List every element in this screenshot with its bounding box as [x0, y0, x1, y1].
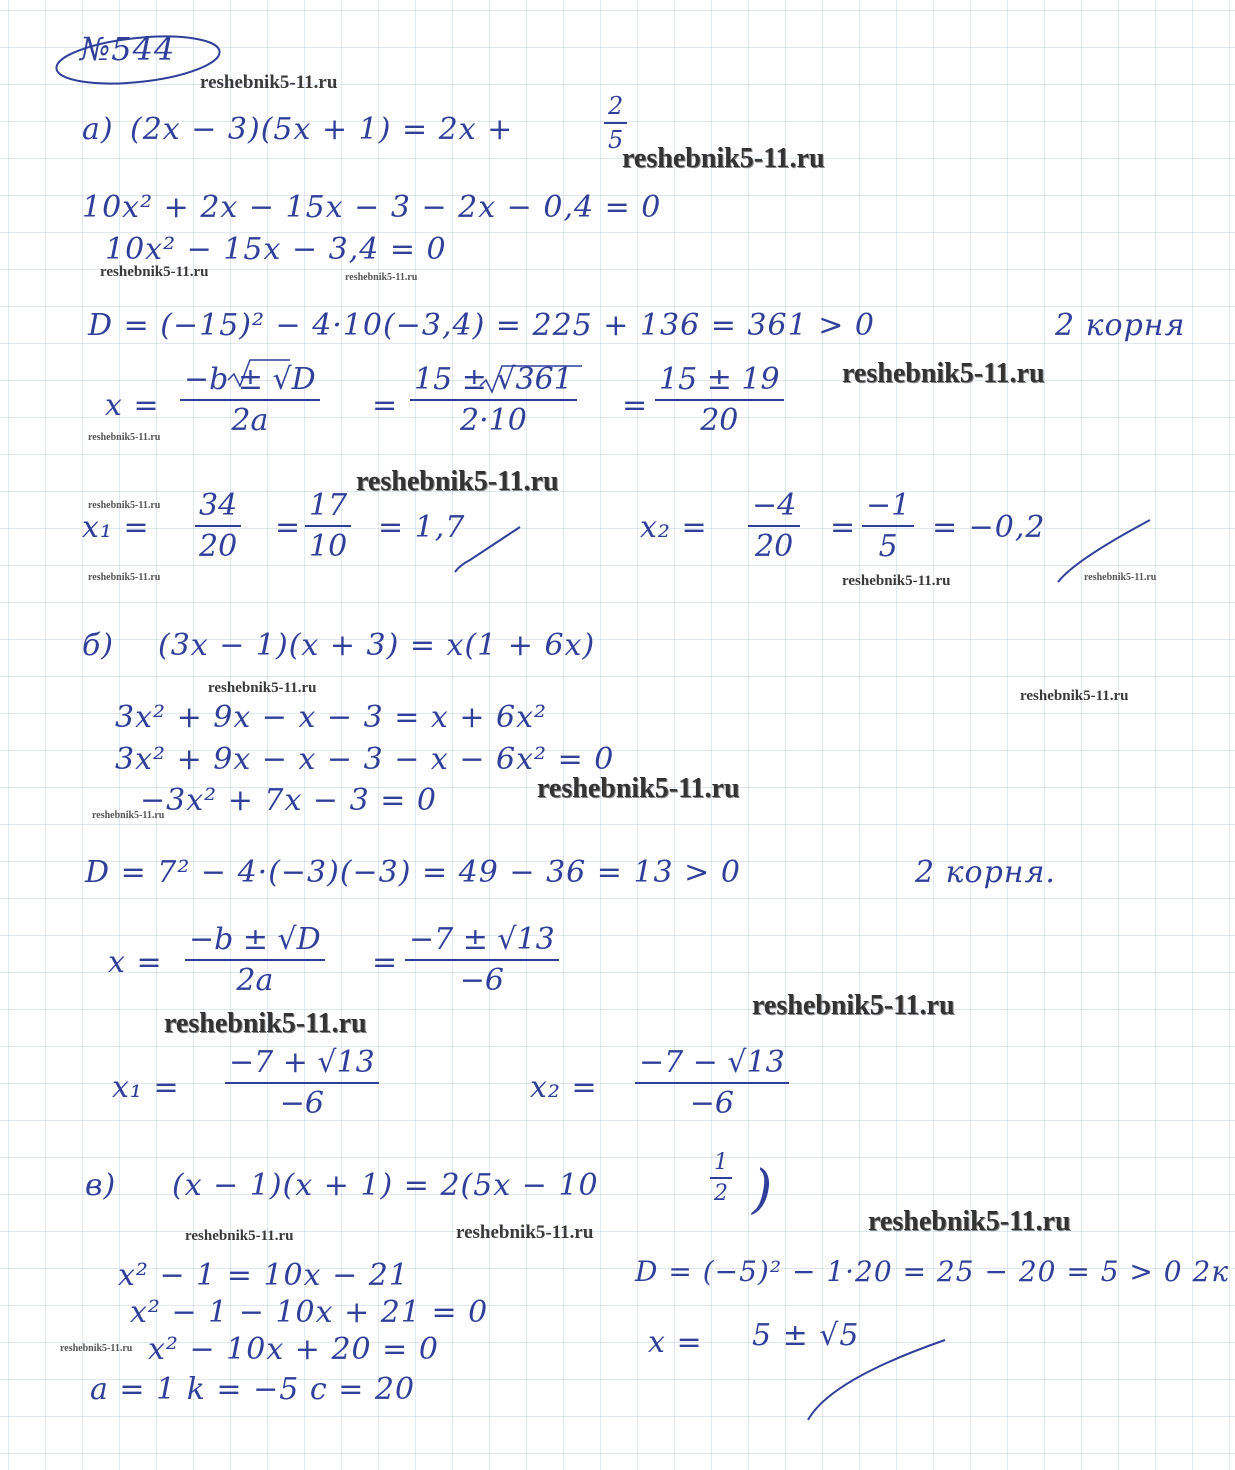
fraction-denominator: 20 [700, 403, 739, 438]
equals-sign: = [275, 510, 302, 545]
part-a-fraction-substituted [410, 362, 577, 438]
fraction-denominator: 2a [236, 963, 274, 998]
fraction-denominator: 5 [608, 126, 624, 154]
fraction-denominator: 2·10 [459, 403, 527, 438]
watermark: reshebnik5-11.ru [622, 143, 825, 174]
fraction-denominator: −6 [279, 1086, 324, 1121]
part-a-fraction-simplified [655, 362, 784, 438]
watermark: reshebnik5-11.ru [200, 72, 338, 93]
part-a-roots-note: 2 корня [1055, 308, 1186, 343]
part-a-x2-label: x₂ = [640, 510, 708, 545]
part-b-x-label: x = [108, 945, 163, 980]
part-a-x2-fraction-1 [748, 488, 800, 564]
fraction-numerator: 15 ± √361 [410, 362, 577, 401]
watermark: reshebnik5-11.ru [1084, 572, 1157, 583]
part-b-line-4: −3x² + 7x − 3 = 0 [140, 783, 437, 818]
part-b-x1-label: x₁ = [112, 1070, 180, 1105]
equals-sign: = [830, 510, 857, 545]
part-a-fraction-general [180, 362, 320, 438]
fraction-numerator: 2 [604, 92, 627, 124]
fraction-numerator: −7 + √13 [225, 1045, 379, 1084]
fraction-numerator: 1 [710, 1150, 732, 1179]
fraction-denominator: 20 [199, 529, 238, 564]
part-b-x2-label: x₂ = [530, 1070, 598, 1105]
fraction-denominator: 2 [714, 1181, 728, 1206]
part-a-discriminant: D = (−15)² − 4·10(−3,4) = 225 + 136 = 361 > 0 [88, 308, 875, 343]
part-c-x-value: 5 ± √5 [752, 1318, 860, 1353]
watermark: reshebnik5-11.ru [164, 1008, 367, 1039]
fraction-denominator: 2a [231, 403, 269, 438]
part-a-x1-result: = 1,7 [378, 510, 466, 545]
part-c-equation-close: ) [752, 1160, 774, 1220]
watermark: reshebnik5-11.ru [88, 432, 161, 443]
watermark: reshebnik5-11.ru [88, 500, 161, 511]
watermark: reshebnik5-11.ru [88, 572, 161, 583]
part-b-x2-fraction [635, 1045, 789, 1121]
part-c-label: в) [85, 1168, 117, 1203]
part-c-discriminant: D = (−5)² − 1·20 = 25 − 20 = 5 > 0 2к [635, 1255, 1230, 1288]
fraction-numerator: −b ± √D [180, 362, 320, 401]
part-a-line-2: 10x² + 2x − 15x − 3 − 2x − 0,4 = 0 [82, 190, 662, 225]
part-a-x1-label: x₁ = [82, 510, 150, 545]
fraction-denominator: 10 [309, 529, 348, 564]
fraction-denominator: 5 [878, 529, 898, 564]
part-c-line-4: x² − 10x + 20 = 0 [148, 1332, 439, 1367]
watermark: reshebnik5-11.ru [185, 1228, 294, 1244]
fraction-numerator: −4 [748, 488, 800, 527]
part-c-equation: (x − 1)(x + 1) = 2(5x − 10 [172, 1168, 599, 1203]
part-a-label: а) [82, 112, 114, 147]
fraction-denominator: −6 [459, 963, 504, 998]
part-b-roots-note: 2 корня. [915, 855, 1056, 890]
fraction-denominator: −6 [689, 1086, 734, 1121]
part-a-equation-fraction [604, 92, 627, 154]
part-b-discriminant: D = 7² − 4·(−3)(−3) = 49 − 36 = 13 > 0 [85, 855, 741, 890]
fraction-numerator: 34 [195, 488, 241, 527]
part-c-x-label: x = [648, 1325, 703, 1360]
part-a-line-3: 10x² − 15x − 3,4 = 0 [105, 232, 447, 267]
watermark: reshebnik5-11.ru [868, 1206, 1071, 1237]
part-b-fraction-substituted [405, 922, 559, 998]
watermark: reshebnik5-11.ru [92, 810, 165, 821]
fraction-numerator: −7 − √13 [635, 1045, 789, 1084]
watermark: reshebnik5-11.ru [842, 358, 1045, 389]
part-a-x2-result: = −0,2 [932, 510, 1046, 545]
equals-sign: = [622, 388, 649, 423]
part-a-x1-fraction-2 [305, 488, 351, 564]
part-c-equation-fraction [710, 1150, 732, 1206]
watermark: reshebnik5-11.ru [345, 272, 418, 283]
watermark: reshebnik5-11.ru [537, 773, 740, 804]
fraction-numerator: −b ± √D [185, 922, 325, 961]
part-a-x-label: x = [105, 388, 160, 423]
problem-number: №544 [80, 30, 176, 68]
equals-sign: = [372, 388, 399, 423]
fraction-numerator: 17 [305, 488, 351, 527]
watermark: reshebnik5-11.ru [208, 680, 317, 696]
fraction-numerator: 15 ± 19 [655, 362, 784, 401]
part-a-equation: (2x − 3)(5x + 1) = 2x + [130, 112, 514, 147]
watermark: reshebnik5-11.ru [356, 466, 559, 497]
part-b-fraction-general [185, 922, 325, 998]
equals-sign: = [372, 945, 399, 980]
part-b-x1-fraction [225, 1045, 379, 1121]
part-b-label: б) [82, 628, 115, 663]
watermark: reshebnik5-11.ru [1020, 688, 1129, 704]
part-b-equation: (3x − 1)(x + 3) = x(1 + 6x) [158, 628, 596, 663]
part-b-line-3: 3x² + 9x − x − 3 − x − 6x² = 0 [115, 742, 615, 777]
watermark: reshebnik5-11.ru [842, 573, 951, 589]
part-c-line-3: x² − 1 − 10x + 21 = 0 [130, 1295, 489, 1330]
watermark: reshebnik5-11.ru [456, 1222, 594, 1243]
watermark: reshebnik5-11.ru [60, 1343, 133, 1354]
fraction-denominator: 20 [755, 529, 794, 564]
part-a-x1-fraction-1 [195, 488, 241, 564]
part-a-x2-fraction-2 [862, 488, 914, 564]
part-b-line-2: 3x² + 9x − x − 3 = x + 6x² [115, 700, 548, 735]
fraction-numerator: −7 ± √13 [405, 922, 559, 961]
fraction-numerator: −1 [862, 488, 914, 527]
watermark: reshebnik5-11.ru [100, 264, 209, 280]
part-c-line-5: a = 1 k = −5 c = 20 [90, 1372, 416, 1407]
part-c-line-2: x² − 1 = 10x − 21 [118, 1258, 409, 1293]
watermark: reshebnik5-11.ru [752, 990, 955, 1021]
